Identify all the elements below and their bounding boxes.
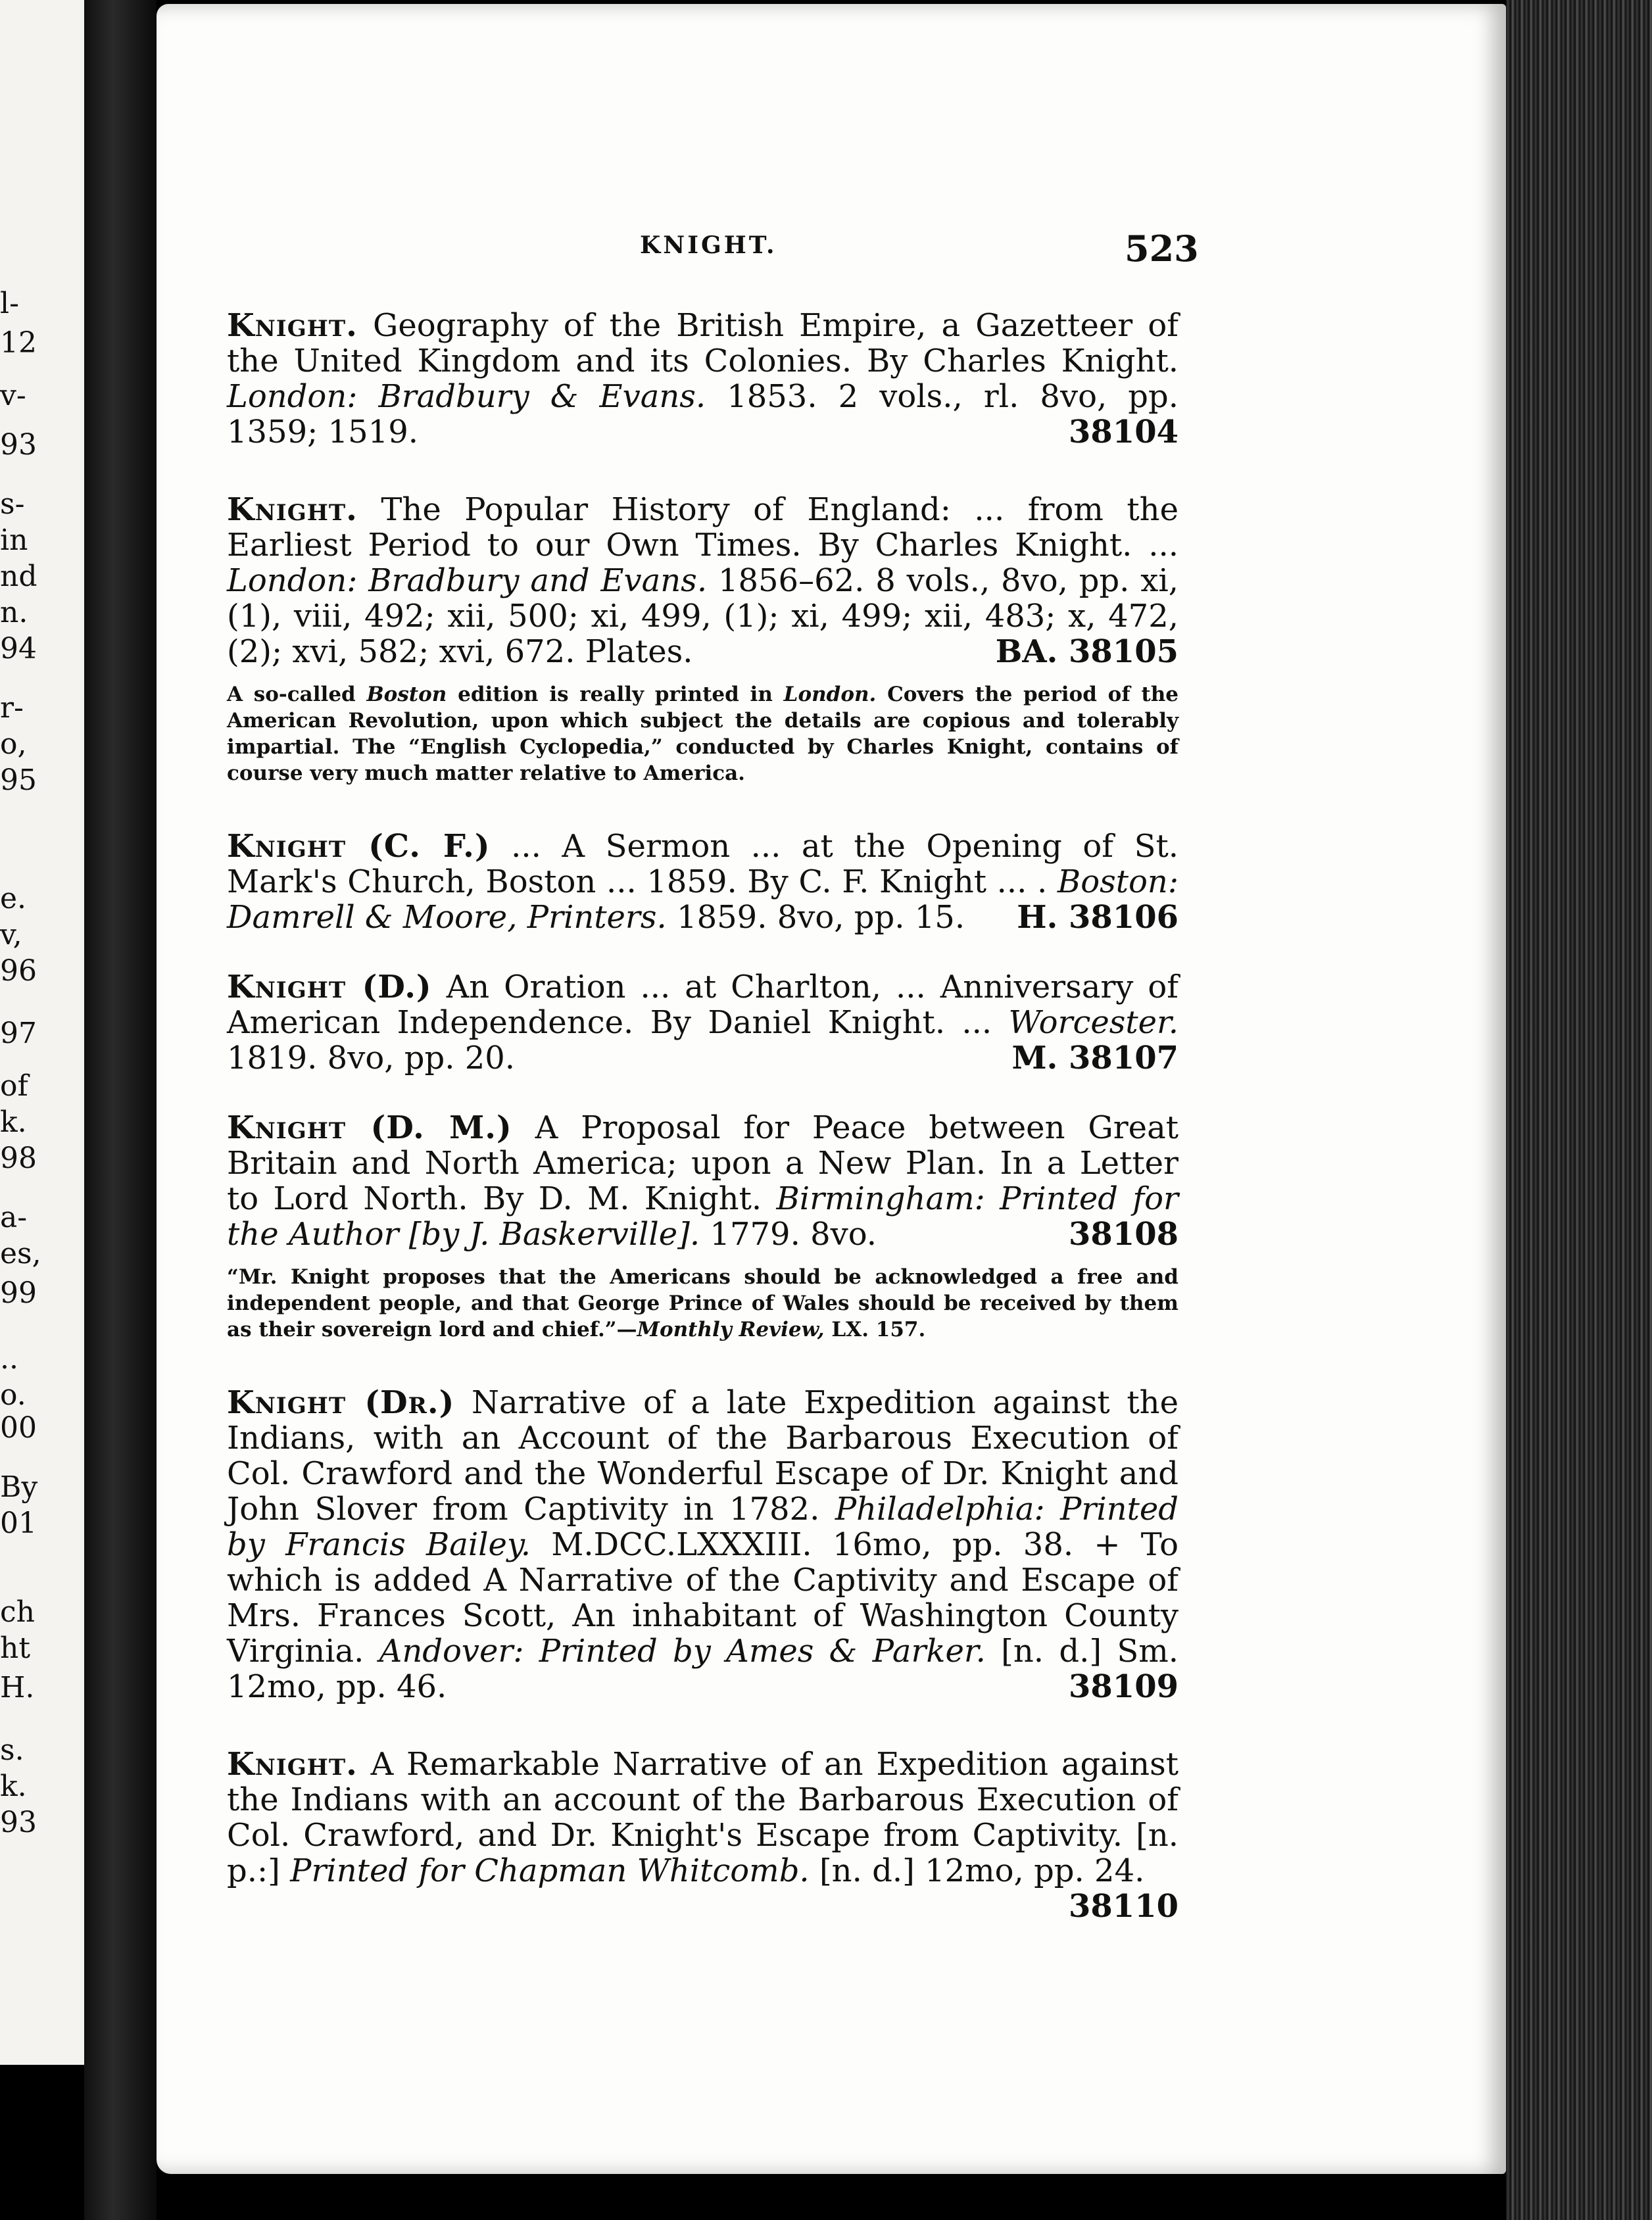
left-fragment: in xyxy=(0,523,28,557)
entry-title: The Popular History of England: ... from the Earliest Period to our Own Times. By Charles Knight. ... xyxy=(227,491,1178,564)
entry-number xyxy=(996,634,1178,669)
left-fragment: s- xyxy=(0,487,25,521)
left-fragment: a- xyxy=(0,1201,28,1234)
entry-imprint: Worcester. xyxy=(1008,1004,1178,1041)
left-fragment: ch xyxy=(0,1595,35,1629)
left-fragment: 01 xyxy=(0,1507,37,1540)
entry-heading: Knight. xyxy=(227,1746,358,1783)
entry-heading: Knight. xyxy=(227,307,358,344)
left-fragment: l- xyxy=(0,287,19,320)
left-fragment: nd xyxy=(0,560,37,593)
left-fragment: .. xyxy=(0,1342,18,1376)
entry-number-value: 38107 xyxy=(1069,1040,1178,1076)
entry-number: 38104 xyxy=(1069,414,1178,450)
running-head xyxy=(157,228,1506,271)
entry-heading: Knight (Dr.) xyxy=(227,1384,455,1421)
entry-details: 1853. 2 vols., rl. 8vo, pp. 1359; 1519. xyxy=(227,378,1178,450)
note-italic: Monthly Review, xyxy=(637,1318,825,1341)
entry-38104 xyxy=(227,308,1178,450)
left-fragment: k. xyxy=(0,1105,27,1139)
library-code: H. xyxy=(1017,899,1058,936)
entry-imprint: Philadelphia: Printed by Francis Bailey. xyxy=(227,1491,1179,1563)
entry-details: 1859. 8vo, pp. 15. xyxy=(677,899,965,936)
entry-number: 38110 xyxy=(1069,1888,1178,1925)
bibliography-entries xyxy=(227,308,1178,1924)
entry-title: Geography of the British Empire, a Gazetteer of the United Kingdom and its Colonies. By Charles Knight. xyxy=(227,307,1178,379)
left-fragment: 93 xyxy=(0,428,37,462)
library-code: M. xyxy=(1011,1040,1058,1076)
left-fragment: 98 xyxy=(0,1142,37,1175)
entry-imprint-2: Andover: Printed by Ames & Parker. xyxy=(379,1633,986,1670)
left-fragment: 95 xyxy=(0,763,37,797)
entry-38108 xyxy=(227,1110,1178,1252)
left-fragment: H. xyxy=(0,1671,35,1704)
entry-details: 1819. 8vo, pp. 20. xyxy=(227,1040,516,1076)
entry-number: 38109 xyxy=(1069,1668,1178,1705)
left-fragment: 12 xyxy=(0,326,37,360)
entry-heading: Knight (D. M.) xyxy=(227,1109,512,1146)
left-fragment: e. xyxy=(0,882,27,915)
book-gutter xyxy=(84,0,157,2220)
entry-title: A Proposal for Peace between Great Britain and North America; upon a New Plan. In a Letter to Lord North. By D. M. Knight. xyxy=(227,1109,1178,1217)
entry-details: 1779. 8vo. xyxy=(710,1216,877,1253)
left-page-fragment xyxy=(0,0,92,2065)
entry-number-value: 38105 xyxy=(1069,633,1178,670)
entry-imprint: London: Bradbury and Evans. xyxy=(227,562,708,599)
page-number: 523 xyxy=(1125,228,1199,270)
entry-38110 xyxy=(227,1747,1178,1924)
left-fragment: k. xyxy=(0,1770,27,1803)
left-fragment: 99 xyxy=(0,1276,37,1310)
left-fragment: 00 xyxy=(0,1411,37,1445)
entry-note xyxy=(227,1264,1178,1343)
left-fragment: o, xyxy=(0,727,27,761)
entry-title: ... A Sermon ... at the Opening of St. Mark's Church, Boston ... 1859. By C. F. Knight ... . xyxy=(227,828,1178,900)
entry-details: 1856–62. 8 vols., 8vo, pp. xi, (1), viii, 492; xii, 500; xi, 499, (1); xi, 499; xii, 483; x, 472, (2); xvi, 582; xvi, 672. Plates. xyxy=(227,562,1178,670)
entry-imprint: Printed for Chapman Whitcomb. xyxy=(290,1852,810,1889)
running-title: KNIGHT. xyxy=(640,231,777,259)
entry-number: 38108 xyxy=(1069,1216,1178,1253)
note-text: “Mr. Knight proposes that the Americans should be acknowledged a free and independent people, and that George Prince of Wales should be received by them as their sovereign lord and chief.”— xyxy=(227,1265,1178,1341)
left-fragment: r- xyxy=(0,691,24,725)
entry-heading: Knight (C. F.) xyxy=(227,828,491,865)
entry-38106 xyxy=(227,829,1178,935)
entry-heading: Knight (D.) xyxy=(227,969,432,1005)
entry-imprint: Birmingham: Printed for the Author [by J. Baskerville]. xyxy=(227,1180,1178,1253)
entry-38105 xyxy=(227,492,1178,669)
left-fragment: o. xyxy=(0,1378,26,1412)
note-text: edition is really printed in xyxy=(447,683,784,706)
left-fragment: es, xyxy=(0,1237,41,1270)
page-stack-edge xyxy=(1506,0,1652,2220)
note-text: Covers the period of the American Revolution, upon which subject the details are copious and tolerably impartial. The “English Cyclopedia,” conducted by Charles Knight, contains of course very much matter relative to America. xyxy=(227,683,1179,785)
left-fragment: 96 xyxy=(0,954,37,988)
entry-number xyxy=(1011,1040,1178,1076)
entry-38109 xyxy=(227,1385,1178,1704)
library-code: BA. xyxy=(995,633,1058,670)
note-text: A so-called xyxy=(227,683,367,706)
left-fragment: By xyxy=(0,1470,38,1504)
book-page xyxy=(157,4,1506,2174)
left-fragment: s. xyxy=(0,1733,24,1767)
entry-imprint: London: Bradbury & Evans. xyxy=(227,378,706,415)
note-italic: Boston xyxy=(366,683,447,706)
entry-title: An Oration ... at Charlton, ... Anniversary of American Independence. By Daniel Knight. ... xyxy=(227,969,1179,1041)
left-fragment: v, xyxy=(0,918,22,952)
entry-number xyxy=(1017,900,1178,935)
left-fragment: 97 xyxy=(0,1017,37,1050)
entry-imprint: Boston: Damrell & Moore, Printers. xyxy=(227,863,1178,936)
note-italic: London. xyxy=(783,683,877,706)
left-fragment: 93 xyxy=(0,1806,37,1839)
left-fragment: ht xyxy=(0,1631,31,1665)
entry-note xyxy=(227,681,1178,786)
entry-title: A Remarkable Narrative of an Expedition against the Indians with an account of the Barbarous Execution of Col. Crawford, and Dr. Knight's Escape from Captivity. [n. p.:] xyxy=(227,1746,1178,1889)
note-text: LX. 157. xyxy=(824,1318,926,1341)
left-fragment: of xyxy=(0,1069,28,1103)
left-fragment: 94 xyxy=(0,632,37,665)
entry-details: M.DCC.LXXXIII. 16mo, pp. 38. + To which is added A Narrative of the Captivity and Escape of Mrs. Frances Scott, An inhabitant of Washington County Virginia. xyxy=(227,1526,1178,1670)
entry-38107 xyxy=(227,969,1178,1076)
entry-heading: Knight. xyxy=(227,491,358,528)
entry-details: [n. d.] 12mo, pp. 24. xyxy=(819,1852,1145,1889)
entry-details-2: [n. d.] Sm. 12mo, pp. 46. xyxy=(227,1633,1179,1705)
left-fragment: n. xyxy=(0,596,28,629)
left-fragment: v- xyxy=(0,379,26,412)
entry-number-value: 38106 xyxy=(1069,899,1178,936)
entry-title: Narrative of a late Expedition against the Indians, with an Account of the Barbarous Execution of Col. Crawford and the Wonderful Escape of Dr. Knight and John Slover from Captivity in 1782. xyxy=(227,1384,1178,1528)
